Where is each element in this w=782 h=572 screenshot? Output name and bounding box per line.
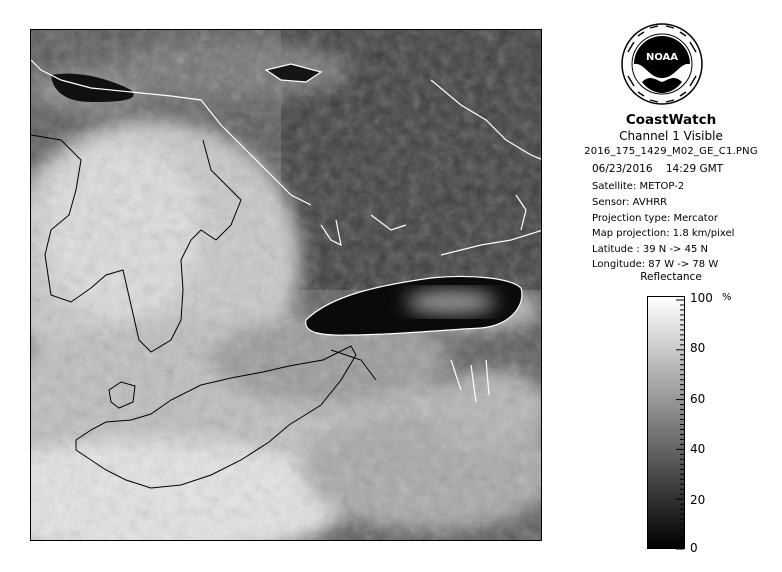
noaa-logo (620, 22, 704, 110)
product-title: Channel 1 Visible (619, 129, 723, 143)
longitude-label: Longitude: 87 W -> 78 W (592, 259, 719, 270)
tick-label-0: 0 (690, 541, 698, 555)
sensor-label: Sensor: AVHRR (592, 197, 668, 208)
satellite-label: Satellite: METOP-2 (592, 181, 685, 192)
tick-label-80: 80 (690, 341, 706, 355)
brand-title: CoastWatch (625, 112, 717, 128)
map-projection-label: Map projection: 1.8 km/pixel (592, 228, 735, 239)
satellite-image (30, 29, 542, 541)
noaa-seal-icon (620, 22, 704, 106)
latitude-label: Latitude : 39 N -> 45 N (592, 244, 708, 255)
tick-label-100: 100 (690, 291, 713, 305)
date-time: 06/23/2016 14:29 GMT (592, 163, 724, 175)
logo-text: NOAA (645, 52, 679, 63)
colorbar-ticks (648, 297, 686, 550)
tick-label-60: 60 (690, 392, 706, 406)
scale-title: Reflectance (640, 271, 702, 283)
scale-unit: % (722, 292, 732, 303)
reflectance-colorbar (647, 296, 685, 549)
satellite-map (31, 30, 542, 541)
file-name: 2016_175_1429_M02_GE_C1.PNG (584, 146, 758, 157)
projection-type-label: Projection type: Mercator (592, 213, 718, 224)
tick-label-20: 20 (690, 493, 706, 507)
tick-label-40: 40 (690, 442, 706, 456)
